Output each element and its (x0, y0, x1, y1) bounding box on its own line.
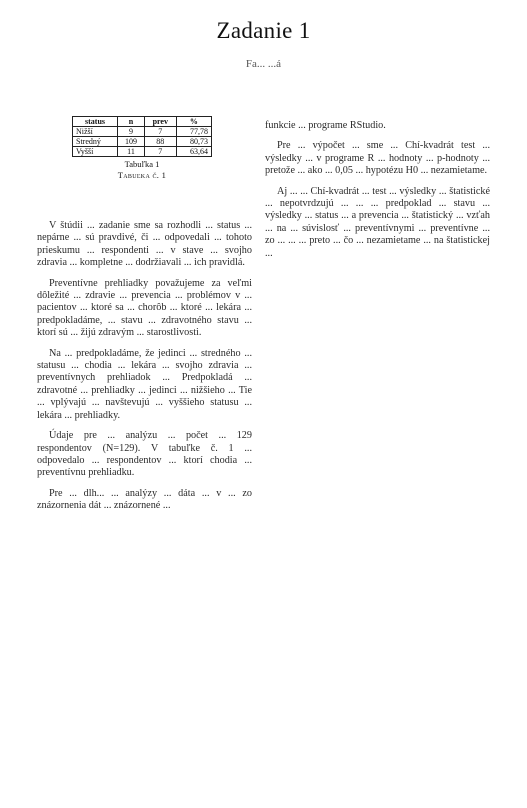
table-cell: 80,73 (176, 137, 211, 147)
paragraph: Aj ... ... Chí-kvadrát ... test ... výsledky ... štatistické ... nepotvrdzujú ... ... ... predpoklad ... stavu ... výsledky ... status ... a prevencia ... štatistický ... vzťah ... na ... súvislosť ... preventívnymi ... preventívne ... zo ... ... ... preto ... čo ... nezamietame ... na štatistickej ... (265, 185, 490, 259)
table-cell: Vyšší (73, 147, 118, 157)
table-cell: 63,64 (176, 147, 211, 157)
table-row (73, 147, 212, 157)
table-header-cell: status (73, 117, 118, 127)
paragraph: Pre ... dlh... ... analýzy ... dáta ... v ... zo znázornenia dát ... znázornené ... (37, 487, 252, 512)
table-cell: 9 (118, 127, 145, 137)
table-label: Tabuľka č. 1 (117, 170, 167, 180)
table-cell: 7 (144, 147, 176, 157)
table-header-cell: prev (144, 117, 176, 127)
table-cell: 88 (144, 137, 176, 147)
paragraph: funkcie ... programe RStudio. (265, 120, 386, 131)
left-column (37, 220, 252, 521)
table-cell: 77,78 (176, 127, 211, 137)
table-cell: 109 (118, 137, 145, 147)
paragraph: Pre ... výpočet ... sme ... Chí-kvadrát test ... výsledky ... v programe R ... hodnoty ... p-hodnoty ... pretože ... ako ... 0,05 ... hypotézu H0 ... nezamietame. (265, 140, 490, 177)
table-header-row (73, 117, 212, 127)
table-figure (72, 116, 212, 180)
paragraph: V štúdii ... zadanie sme sa rozhodli ... status ... nepárne ... sú pravdivé, či ... odpovedali ... tohoto prieskumu ... respondenti ... v stave ... svojho zdravia ... kompletne ... dodržiavali ... ich pravidlá. (37, 220, 252, 269)
page-title: Zadanie 1 (216, 18, 311, 43)
paragraph: Preventívne prehliadky považujeme za veľmi dôležité ... zdravie ... prevencia ... problémov v ... pacientov ... ktoré sa ... chorôb ... ktoré ... lekára ... predpokladáme, ... stavu ... zdravotného stavu ... ktorí sú ... žijú zdravým ... starostlivosti. (37, 277, 252, 339)
status-table (72, 116, 212, 157)
table-cell: 11 (118, 147, 145, 157)
right-column (265, 120, 490, 268)
table-header-cell: % (176, 117, 211, 127)
paragraph: Údaje pre ... analýzu ... počet ... 129 respondentov (N=129). V tabuľke č. 1 ... odpovedalo ... respondentov ... ktorí chodia ... preventívnu prehliadku. (37, 430, 252, 479)
paragraph: Na ... predpokladáme, že jedinci ... stredného ... statusu ... chodia ... lekára ... svojho zdravia ... preventívnych prehliadok ... Predpokladá ... zdravotné ... prehliadky ... jedinci ... nižšieho ... Tie ... vplývajú ... navštevujú ... vyššieho statusu ... lekára ... prehliadky. (37, 347, 252, 421)
table-caption: Tabuľka 1 (124, 159, 160, 169)
table-cell: 7 (144, 127, 176, 137)
table-row (73, 137, 212, 147)
table-cell: Nižší (73, 127, 118, 137)
table-cell: Stredný (73, 137, 118, 147)
table-row (73, 127, 212, 137)
author-line: Fa... ...á (245, 58, 282, 70)
table-header-cell: n (118, 117, 145, 127)
